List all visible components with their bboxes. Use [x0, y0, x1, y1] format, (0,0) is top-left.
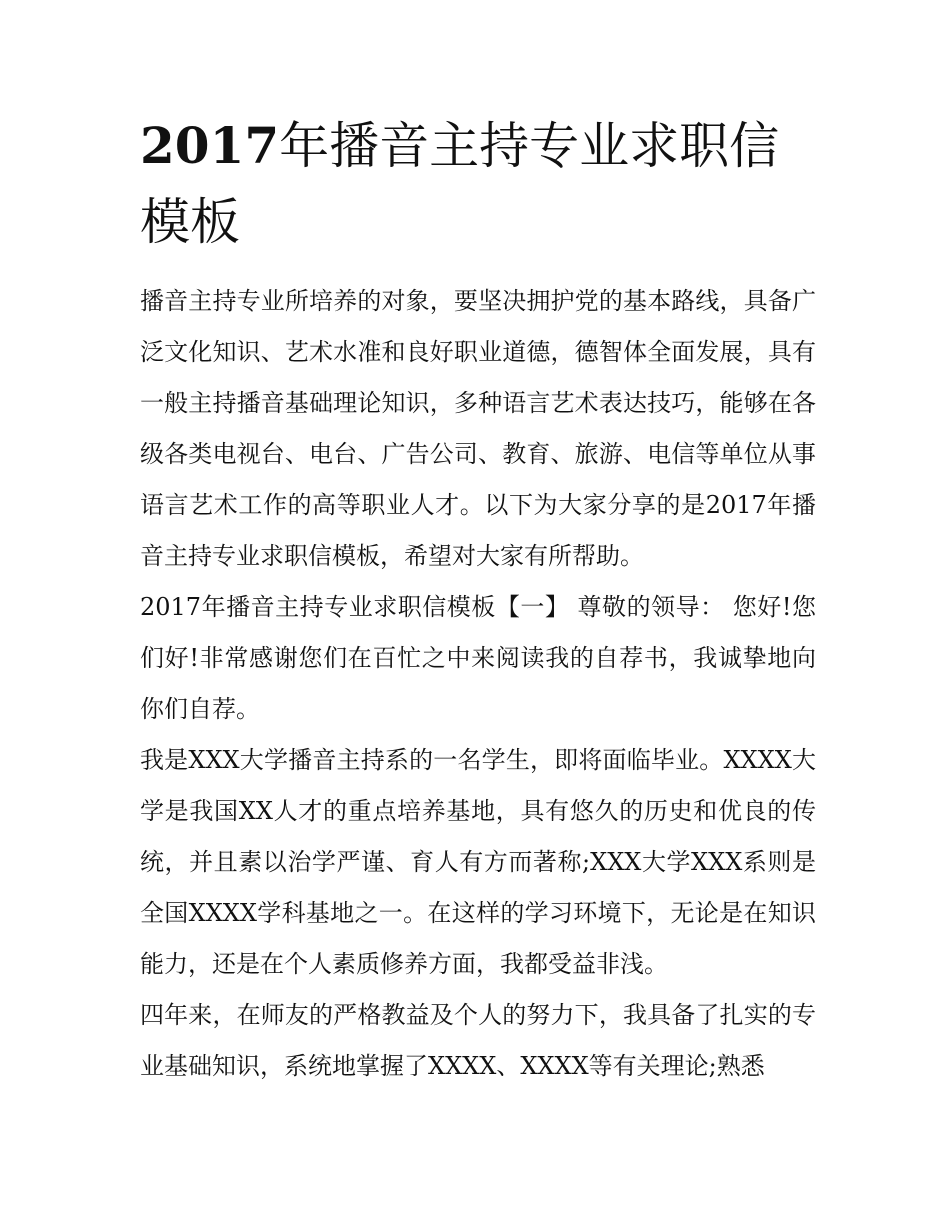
title-year: 2017	[140, 116, 280, 175]
document-title	[140, 108, 820, 260]
document-body	[140, 276, 816, 1092]
letter-greeting-paragraph: 2017年播音主持专业求职信模板【一】 尊敬的领导： 您好!您们好!非常感谢您们在百忙之中来阅读我的自荐书，我诚挚地向你们自荐。	[140, 593, 816, 723]
title-text: 年播音主持专业求职信模板	[140, 117, 780, 251]
intro-paragraph: 播音主持专业所培养的对象，要坚决拥护党的基本路线，具备广泛文化知识、艺术水准和良好职业道德，德智体全面发展，具有一般主持播音基础理论知识，多种语言艺术表达技巧，能够在各级各类电视台、电台、广告公司、教育、旅游、电信等单位从事语言艺术工作的高等职业人才。以下为大家分享的是2017年播音主持专业求职信模板，希望对大家有所帮助。	[140, 287, 816, 570]
school-background-paragraph: 我是XXX大学播音主持系的一名学生，即将面临毕业。XXXX大学是我国XX人才的重点培养基地，具有悠久的历史和优良的传统，并且素以治学严谨、育人有方而著称;XXX大学XXX系则是全国XXXX学科基地之一。在这样的学习环境下，无论是在知识能力，还是在个人素质修养方面，我都受益非浅。	[140, 746, 816, 978]
study-experience-paragraph: 四年来，在师友的严格教益及个人的努力下，我具备了扎实的专业基础知识，系统地掌握了XXXX、XXXX等有关理论;熟悉	[140, 1001, 816, 1080]
